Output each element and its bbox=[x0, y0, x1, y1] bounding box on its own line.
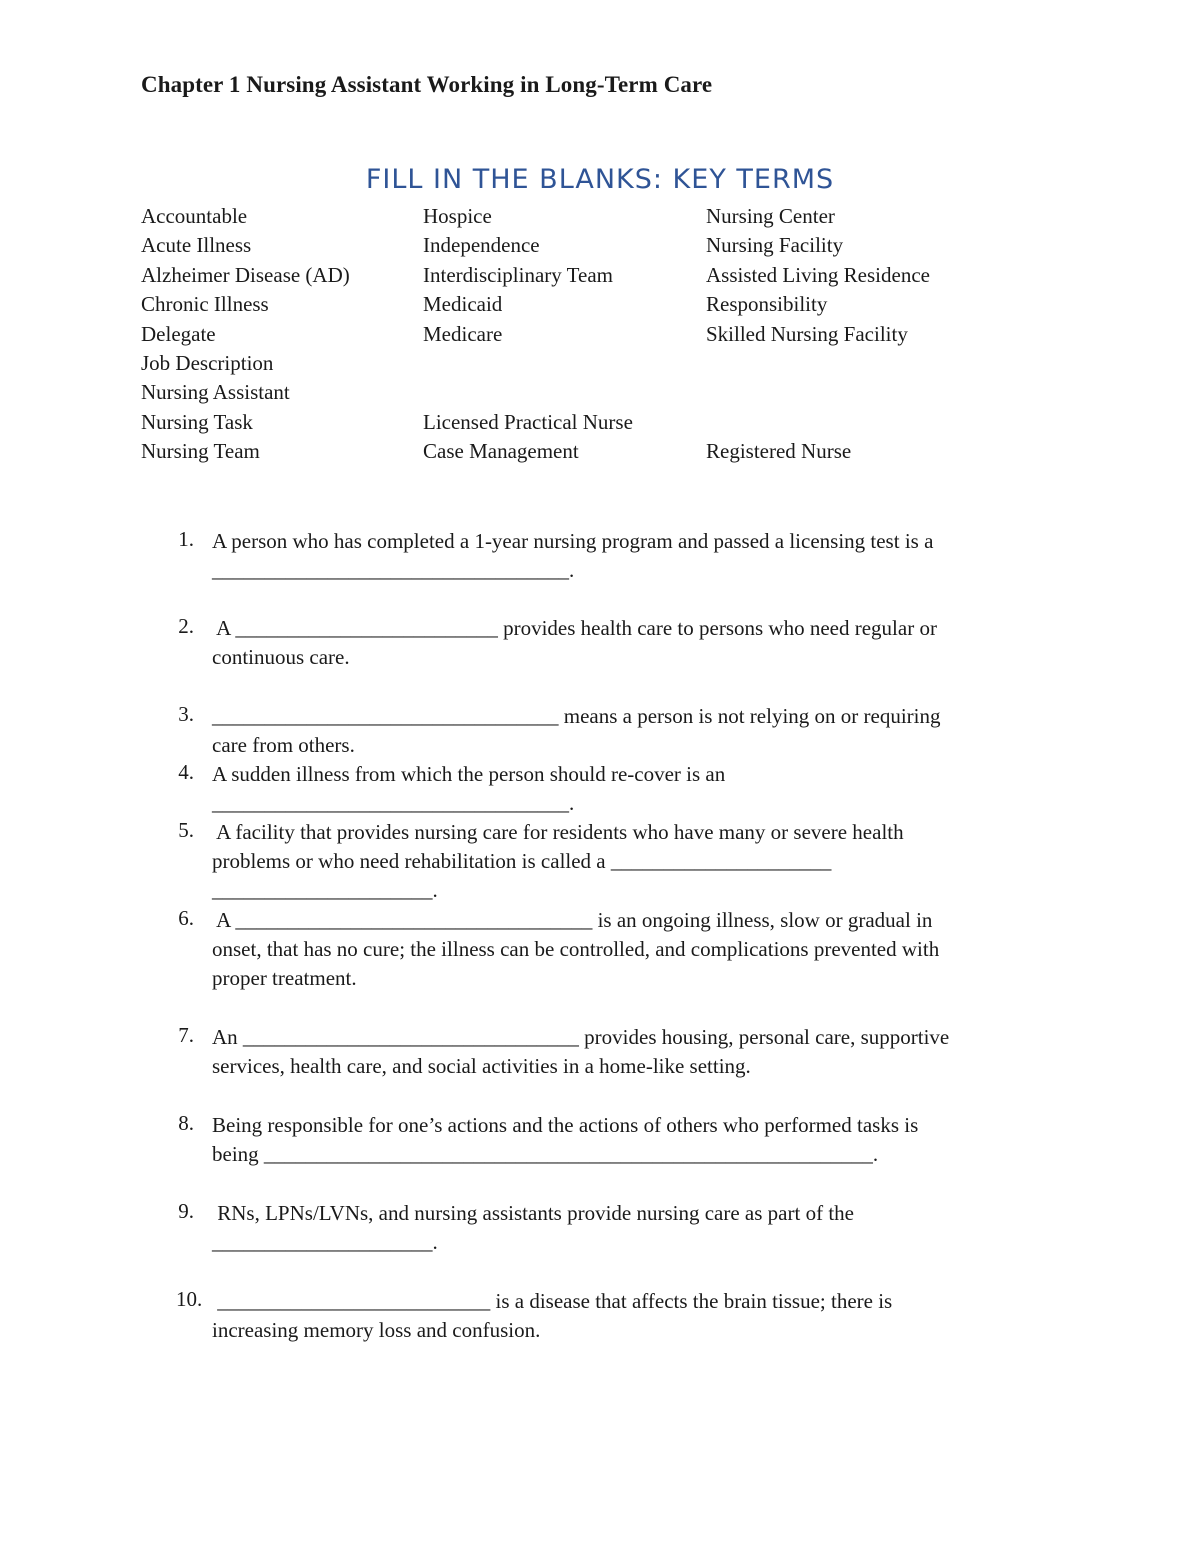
key-term: Nursing Center bbox=[706, 204, 835, 228]
question-number: 8. bbox=[178, 1111, 194, 1135]
term-row bbox=[0, 292, 1200, 321]
key-term: Alzheimer Disease (AD) bbox=[141, 262, 350, 287]
key-term: Chronic Illness bbox=[141, 292, 269, 317]
term-row bbox=[0, 439, 1200, 468]
key-term: Licensed Practical Nurse bbox=[423, 409, 633, 434]
question-line: A _________________________ provides health care to persons who need regular or bbox=[212, 616, 937, 640]
key-term: Delegate bbox=[141, 321, 216, 346]
question-text bbox=[212, 760, 1042, 818]
question-text bbox=[212, 614, 1042, 672]
question-line: services, health care, and social activities in a home-like setting. bbox=[212, 1054, 751, 1078]
question-number: 2. bbox=[178, 614, 194, 638]
question-text bbox=[212, 1287, 1042, 1345]
key-term: Medicaid bbox=[423, 292, 503, 317]
term-row bbox=[0, 410, 1200, 439]
question-number: 6. bbox=[178, 906, 194, 930]
chapter-title: Chapter 1 Nursing Assistant Working in Long-Term Care bbox=[141, 72, 713, 97]
question-text bbox=[212, 818, 1042, 905]
key-term: Skilled Nursing Facility bbox=[706, 321, 908, 346]
question-line: increasing memory loss and confusion. bbox=[212, 1318, 541, 1342]
question-line: An ________________________________ provides housing, personal care, supportive bbox=[212, 1025, 950, 1049]
question-line: care from others. bbox=[212, 733, 355, 757]
question-line: __________________________ is a disease that affects the brain tissue; there is bbox=[212, 1289, 893, 1313]
question-line: _________________________________ means a person is not relying on or requiring bbox=[212, 704, 941, 728]
term-row bbox=[0, 204, 1200, 233]
question-number: 5. bbox=[178, 818, 194, 842]
question-line: A __________________________________ is an ongoing illness, slow or gradual in bbox=[212, 908, 933, 932]
question-line: A sudden illness from which the person should re-cover is an bbox=[212, 762, 726, 786]
question-number: 9. bbox=[178, 1199, 194, 1223]
term-row bbox=[0, 322, 1200, 351]
question-line: A person who has completed a 1-year nursing program and passed a licensing test is a bbox=[212, 529, 934, 553]
question-line: being __________________________________________________________. bbox=[212, 1142, 879, 1166]
question-line: _____________________. bbox=[212, 1230, 438, 1254]
question-number: 3. bbox=[178, 702, 194, 726]
key-term: Job Description bbox=[141, 350, 274, 375]
question-line: problems or who need rehabilitation is called a _____________________ bbox=[212, 849, 832, 873]
key-term: Assisted Living Residence bbox=[706, 262, 930, 287]
term-row bbox=[0, 380, 1200, 409]
term-row bbox=[0, 263, 1200, 292]
key-term: Responsibility bbox=[706, 292, 828, 317]
question-line: onset, that has no cure; the illness can be controlled, and complications prevented with bbox=[212, 937, 940, 961]
question-number: 10. bbox=[176, 1287, 203, 1311]
term-row bbox=[0, 351, 1200, 380]
question-line: __________________________________. bbox=[212, 558, 575, 582]
key-term: Nursing Facility bbox=[706, 233, 844, 258]
question-text bbox=[212, 527, 1042, 585]
key-term: Nursing Team bbox=[141, 439, 260, 464]
question-text bbox=[212, 1111, 1042, 1169]
question-line: continuous care. bbox=[212, 645, 350, 669]
question-line: __________________________________. bbox=[212, 791, 575, 815]
key-term: Interdisciplinary Team bbox=[423, 262, 613, 287]
key-term: Acute Illness bbox=[141, 233, 252, 258]
question-number: 4. bbox=[178, 760, 194, 784]
question-line: Being responsible for one’s actions and the actions of others who performed tasks is bbox=[212, 1113, 919, 1137]
key-term: Hospice bbox=[423, 204, 492, 228]
key-term: Nursing Task bbox=[141, 409, 253, 434]
key-term: Independence bbox=[423, 233, 540, 258]
question-line: RNs, LPNs/LVNs, and nursing assistants provide nursing care as part of the bbox=[212, 1201, 854, 1225]
key-term: Accountable bbox=[141, 204, 248, 228]
question-line: proper treatment. bbox=[212, 966, 357, 990]
question-text bbox=[212, 1199, 1042, 1257]
question-text bbox=[212, 702, 1042, 760]
question-line: A facility that provides nursing care for residents who have many or severe health bbox=[212, 820, 904, 844]
key-term: Case Management bbox=[423, 439, 579, 464]
key-terms-list bbox=[0, 204, 1200, 469]
key-term: Registered Nurse bbox=[706, 439, 852, 464]
term-row bbox=[0, 233, 1200, 262]
question-number: 1. bbox=[178, 527, 194, 551]
section-heading: FILL IN THE BLANKS: KEY TERMS bbox=[365, 164, 835, 195]
key-term: Nursing Assistant bbox=[141, 380, 290, 405]
question-text bbox=[212, 906, 1042, 993]
question-line: _____________________. bbox=[212, 878, 438, 902]
question-number: 7. bbox=[178, 1023, 194, 1047]
key-term: Medicare bbox=[423, 321, 503, 346]
question-text bbox=[212, 1023, 1042, 1081]
